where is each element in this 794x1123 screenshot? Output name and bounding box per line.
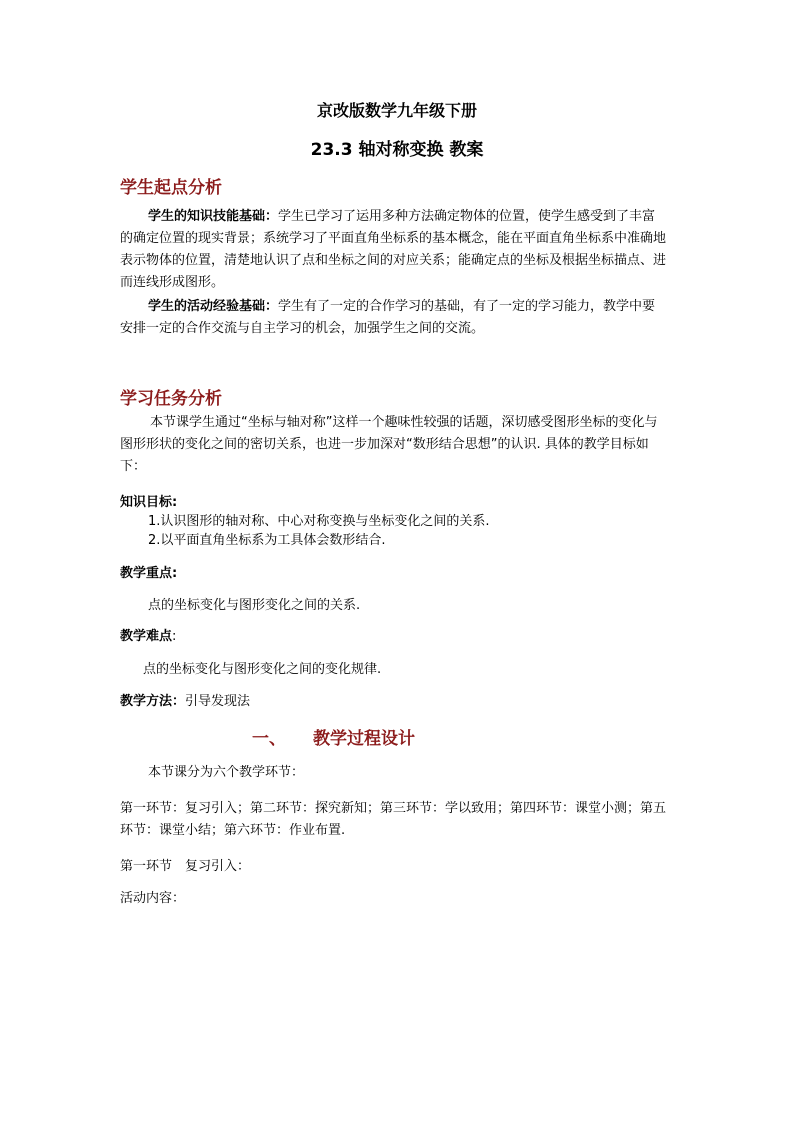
goal-item-1: 1.认识图形的轴对称、中心对称变换与坐标变化之间的关系. [148, 514, 490, 529]
teaching-key-label: 教学重点: [120, 566, 178, 581]
process-intro: 本节课分为六个教学环节： [148, 765, 305, 780]
stage-one-title: 第一环节 复习引入： [120, 859, 251, 874]
section-heading-student-analysis: 学生起点分析 [120, 178, 222, 198]
goal-item-2: 2.以平面直角坐标系为工具体会数形结合. [148, 533, 386, 548]
section-number: 一、 [252, 729, 286, 749]
teaching-method-line [120, 690, 250, 709]
knowledge-skill-label: 学生的知识技能基础： [148, 209, 279, 224]
teaching-difficulty-colon: : [172, 629, 177, 644]
knowledge-skill-text: 学生已学习了运用多种方法确定物体的位置，使学生感受到了丰富的确定位置的现实背景；系统学习了平面直角坐标系的基本概念，能在平面直角坐标系中准确地表示物体的位置，清楚地认识了点和坐标之间的对应关系；能确定点的坐标及根据坐标描点、进而连线形成图形。 [120, 209, 667, 290]
activity-experience-label: 学生的活动经验基础： [148, 299, 279, 314]
teaching-difficulty-label: 教学难点 [120, 629, 173, 644]
document-subtitle: 23.3 轴对称变换 教案 [310, 140, 484, 160]
section-heading-teaching-process: 教学过程设计 [313, 729, 415, 749]
task-intro-paragraph: 本节课学生通过“坐标与轴对称”这样一个趣味性较强的话题，深切感受图形坐标的变化与图形形状的变化之间的密切关系，也进一步加深对“数形结合思想”的认识. 具体的教学目标如下： [120, 415, 658, 474]
stages-paragraph: 第一环节：复习引入；第二环节：探究新知；第三环节：学以致用；第四环节：课堂小测；第五环节：课堂小结；第六环节：作业布置. [120, 801, 667, 838]
document-title: 京改版数学九年级下册 [316, 101, 477, 120]
section-heading-task-analysis: 学习任务分析 [120, 389, 222, 409]
teaching-method-label: 教学方法： [120, 694, 186, 709]
teaching-method-text: 引导发现法 [185, 694, 251, 709]
activity-content-label: 活动内容： [120, 891, 186, 906]
activity-experience-text: 学生有了一定的合作学习的基础，有了一定的学习能力，教学中要安排一定的合作交流与自主学习的机会，加强学生之间的交流。 [120, 299, 656, 336]
activity-experience-paragraph [120, 296, 668, 340]
teaching-key-text: 点的坐标变化与图形变化之间的关系. [148, 598, 361, 613]
teaching-difficulty-heading [120, 625, 176, 644]
knowledge-skill-paragraph [120, 206, 668, 294]
teaching-difficulty-text: 点的坐标变化与图形变化之间的变化规律. [143, 662, 382, 677]
knowledge-goals-label: 知识目标: [120, 495, 178, 510]
